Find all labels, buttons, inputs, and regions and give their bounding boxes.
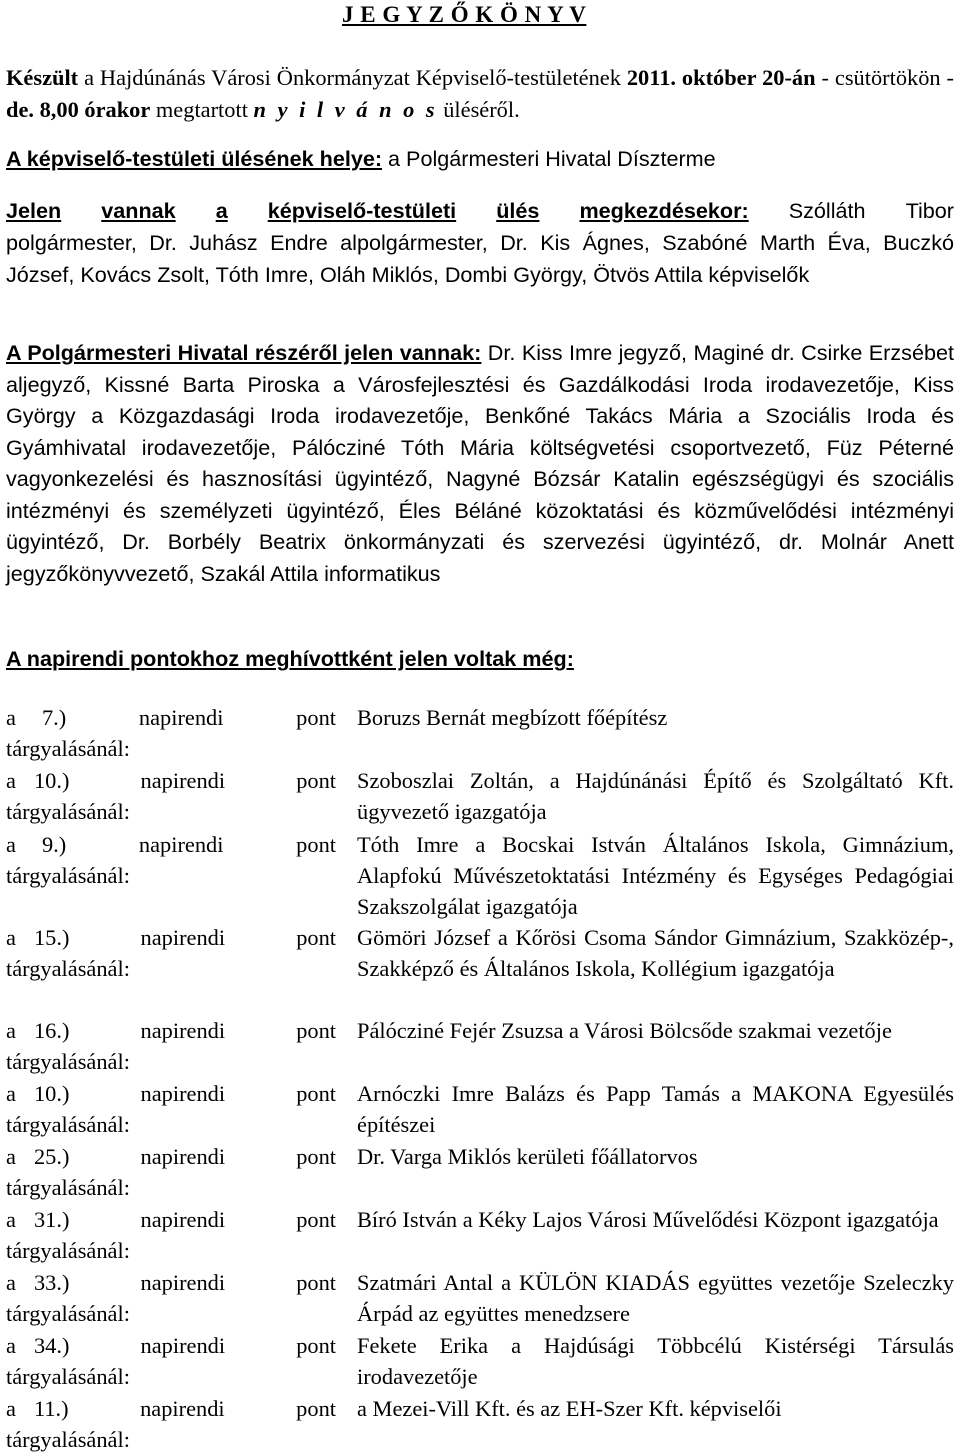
agenda-item-reference-line [6,1204,336,1235]
agenda-item-reference-line [6,829,336,860]
agenda-item-article: a [6,1018,16,1043]
attendees-paragraph [6,195,954,291]
office-label: A Polgármesteri Hivatal részéről jelen vannak: [6,340,482,365]
agenda-item-targyalas: tárgyalásánál: [6,799,130,824]
agenda-item-napirendi: napirendi [140,1081,226,1106]
agenda-item-reference [6,829,336,891]
agenda-item-pont: pont [296,1081,336,1106]
attendees-label-word: a [215,198,228,223]
agenda-item-number: 33.) [33,1270,70,1295]
agenda-item-number: 10.) [33,768,70,793]
attendees-label-word: Jelen [6,198,62,223]
agenda-item-number: 15.) [33,925,70,950]
agenda-item-targyalas: tárgyalásánál: [6,1238,130,1263]
agenda-item-person: Fekete Erika a Hajdúsági Többcélú Kistérségi Társulás irodavezetője [357,1333,954,1389]
agenda-item-number: 7.) [41,705,67,730]
agenda-item-person: a Mezei-Vill Kft. és az EH-Szer Kft. képviselői [357,1396,782,1421]
agenda-item-pont: pont [296,1018,336,1043]
agenda-item-person: Bíró István a Kéky Lajos Városi Művelődési Központ igazgatója [357,1207,939,1232]
agenda-item-reference [6,922,336,984]
agenda-item-article: a [6,1396,16,1421]
venue-value: a Polgármesteri Hivatal Díszterme [382,146,716,171]
agenda-item-targyalas: tárgyalásánál: [6,1427,130,1452]
attendees-name-word: Tibor [905,198,954,223]
agenda-item-article: a [6,925,16,950]
agenda-item-number: 34.) [33,1333,70,1358]
agenda-item-article: a [6,1081,16,1106]
agenda-item-person: Gömöri József a Kőrösi Csoma Sándor Gimnázium, Szakközép-, Szakképző és Általános Iskola, Kollégium igazgatója [357,925,954,981]
agenda-item-reference-line [6,922,336,953]
agenda-item-number: 31.) [33,1207,70,1232]
attendees-label-word: ülés [496,198,540,223]
agenda-item-pont: pont [296,1333,336,1358]
agenda-item-label-group [6,765,69,796]
agenda-item-napirendi: napirendi [140,768,226,793]
agenda-item-reference-line [6,765,336,796]
meeting-type: n y i l v á n o s [253,97,438,122]
agenda-item-pont: pont [296,1270,336,1295]
agenda-item-reference [6,1015,336,1077]
venue-label: A képviselő-testületi ülésének helye: [6,146,383,171]
agenda-item-targyalas: tárgyalásánál: [6,1301,130,1326]
agenda-item-article: a [6,768,16,793]
agenda-item-label-group [6,1330,69,1361]
invited-heading: A napirendi pontokhoz meghívottként jelen voltak még: [6,646,574,671]
agenda-item-article: a [6,1333,16,1358]
agenda-item-reference-line [6,1141,336,1172]
agenda-item-reference [6,1267,336,1329]
agenda-item-reference-line [6,1015,336,1046]
agenda-item-napirendi: napirendi [138,832,224,857]
agenda-item-number: 11.) [33,1396,69,1421]
attendees-list: polgármester, Dr. Juhász Endre alpolgármester, Dr. Kis Ágnes, Szabóné Marth Éva, Buczkó József, Kovács Zsolt, Tóth Imre, Oláh Miklós, Dombi György, Ötvös Attila képviselők [6,230,954,287]
document-title: J E G Y Z Ő K Ö N Y V [342,2,587,27]
agenda-item-person: Boruzs Bernát megbízott főépítész [357,705,668,730]
agenda-item-person: Arnóczki Imre Balázs és Papp Tamás a MAKONA Egyesülés építészei [357,1081,954,1137]
agenda-item-label-group [6,1204,69,1235]
agenda-item-label-group [6,1015,69,1046]
venue-paragraph [6,143,954,175]
agenda-item-reference-line [6,1330,336,1361]
agenda-item-number: 9.) [41,832,67,857]
agenda-item-targyalas: tárgyalásánál: [6,863,130,888]
agenda-item-label-group [6,922,69,953]
agenda-item-person: Szatmári Antal a KÜLÖN KIADÁS együttes vezetője Szeleczky Árpád az együttes menedzsere [357,1270,954,1326]
office-staff-list: Dr. Kiss Imre jegyző, Maginé dr. Csirke Erzsébet aljegyző, Kissné Barta Piroska a Városfejlesztési és Gazdálkodási Iroda irodavezetője, Kiss György a Közgazdasági Iroda irodavezetője, Benkőné Takács Mária a Szociális Iroda és Gyámhivatal irodavezetője, Pálócziné Tóth Mária költségvetési csoportvezető, Füz Péterné vagyonkezelési és hasznosítási ügyintéző, Nagyné Bózsár Katalin egészségügyi és szociális intézményi és személyzeti ügyintéző, Éles Béláné közoktatási és közművelődési intézményi ügyintéző, Dr. Borbély Beatrix önkormányzati és szervezési ügyintéző, dr. Molnár Anett jegyzőkönyvvezető, Szakál Attila informatikus [6,340,954,586]
agenda-item-article: a [6,705,16,730]
agenda-item-reference [6,1330,336,1392]
intro-prefix: Készült [6,65,79,90]
agenda-item-targyalas: tárgyalásánál: [6,1364,130,1389]
agenda-item-reference [6,702,336,764]
agenda-item-reference [6,1393,336,1455]
agenda-item-pont: pont [296,705,336,730]
agenda-item-label-group [6,1393,69,1424]
agenda-item-article: a [6,832,16,857]
agenda-item-label-group [6,1078,69,1109]
intro-body: a Hajdúnánás Városi Önkormányzat Képviselő-testületének [78,65,627,90]
agenda-item-label-group [6,1267,69,1298]
intro-mid1: - csütörtökön - [815,65,954,90]
agenda-item-reference [6,765,336,827]
agenda-item-reference-line [6,1267,336,1298]
agenda-item-person: Pálócziné Fejér Zsuzsa a Városi Bölcsőde szakmai vezetője [357,1018,892,1043]
agenda-item-reference-line [6,1078,336,1109]
agenda-item-label-group [6,1141,69,1172]
agenda-item-reference [6,1204,336,1266]
agenda-item-pont: pont [296,1396,336,1421]
attendees-label-word: képviselő-testületi [267,198,457,223]
intro-end: üléséről. [437,97,520,122]
agenda-item-targyalas: tárgyalásánál: [6,956,130,981]
attendees-first-line [6,195,954,227]
agenda-item-pont: pont [296,925,336,950]
agenda-item-reference [6,1141,336,1203]
attendees-label-word: megkezdésekor: [579,198,749,223]
agenda-item-person: Szoboszlai Zoltán, a Hajdúnánási Építő és Szolgáltató Kft. ügyvezető igazgatója [357,768,954,824]
agenda-item-napirendi: napirendi [140,1333,226,1358]
attendees-label-word: vannak [101,198,176,223]
agenda-item-label-group [6,829,66,860]
agenda-item-targyalas: tárgyalásánál: [6,1175,130,1200]
agenda-item-targyalas: tárgyalásánál: [6,1112,130,1137]
meeting-date: 2011. október 20-án [626,65,816,90]
agenda-item-person: Dr. Varga Miklós kerületi főállatorvos [357,1144,698,1169]
agenda-item-pont: pont [296,1207,336,1232]
intro-paragraph [6,62,954,126]
meeting-time: de. 8,00 órakor [6,97,151,122]
agenda-item-napirendi: napirendi [140,1207,226,1232]
agenda-item-number: 16.) [33,1018,70,1043]
agenda-item-reference [6,1078,336,1140]
agenda-item-article: a [6,1270,16,1295]
attendees-name-word: Szólláth [788,198,866,223]
agenda-item-napirendi: napirendi [140,1270,226,1295]
agenda-item-napirendi: napirendi [140,1144,226,1169]
agenda-item-number: 25.) [33,1144,70,1169]
intro-mid2: megtartott [150,97,254,122]
agenda-item-reference-line [6,702,336,733]
agenda-item-napirendi: napirendi [140,1018,226,1043]
agenda-item-reference-line [6,1393,336,1424]
agenda-item-napirendi: napirendi [138,705,224,730]
agenda-item-pont: pont [296,768,336,793]
agenda-item-targyalas: tárgyalásánál: [6,736,130,761]
agenda-item-number: 10.) [33,1081,70,1106]
agenda-item-person: Tóth Imre a Bocskai István Általános Iskola, Gimnázium, Alapfokú Művészetoktatási Intézmény és Egységes Pedagógiai Szakszolgálat igazgatója [357,832,954,919]
agenda-item-targyalas: tárgyalásánál: [6,1049,130,1074]
agenda-item-article: a [6,1207,16,1232]
office-paragraph [6,337,954,589]
agenda-item-napirendi: napirendi [140,1396,225,1421]
agenda-item-pont: pont [296,1144,336,1169]
agenda-item-pont: pont [296,832,336,857]
agenda-item-napirendi: napirendi [140,925,226,950]
agenda-item-label-group [6,702,66,733]
agenda-item-article: a [6,1144,16,1169]
